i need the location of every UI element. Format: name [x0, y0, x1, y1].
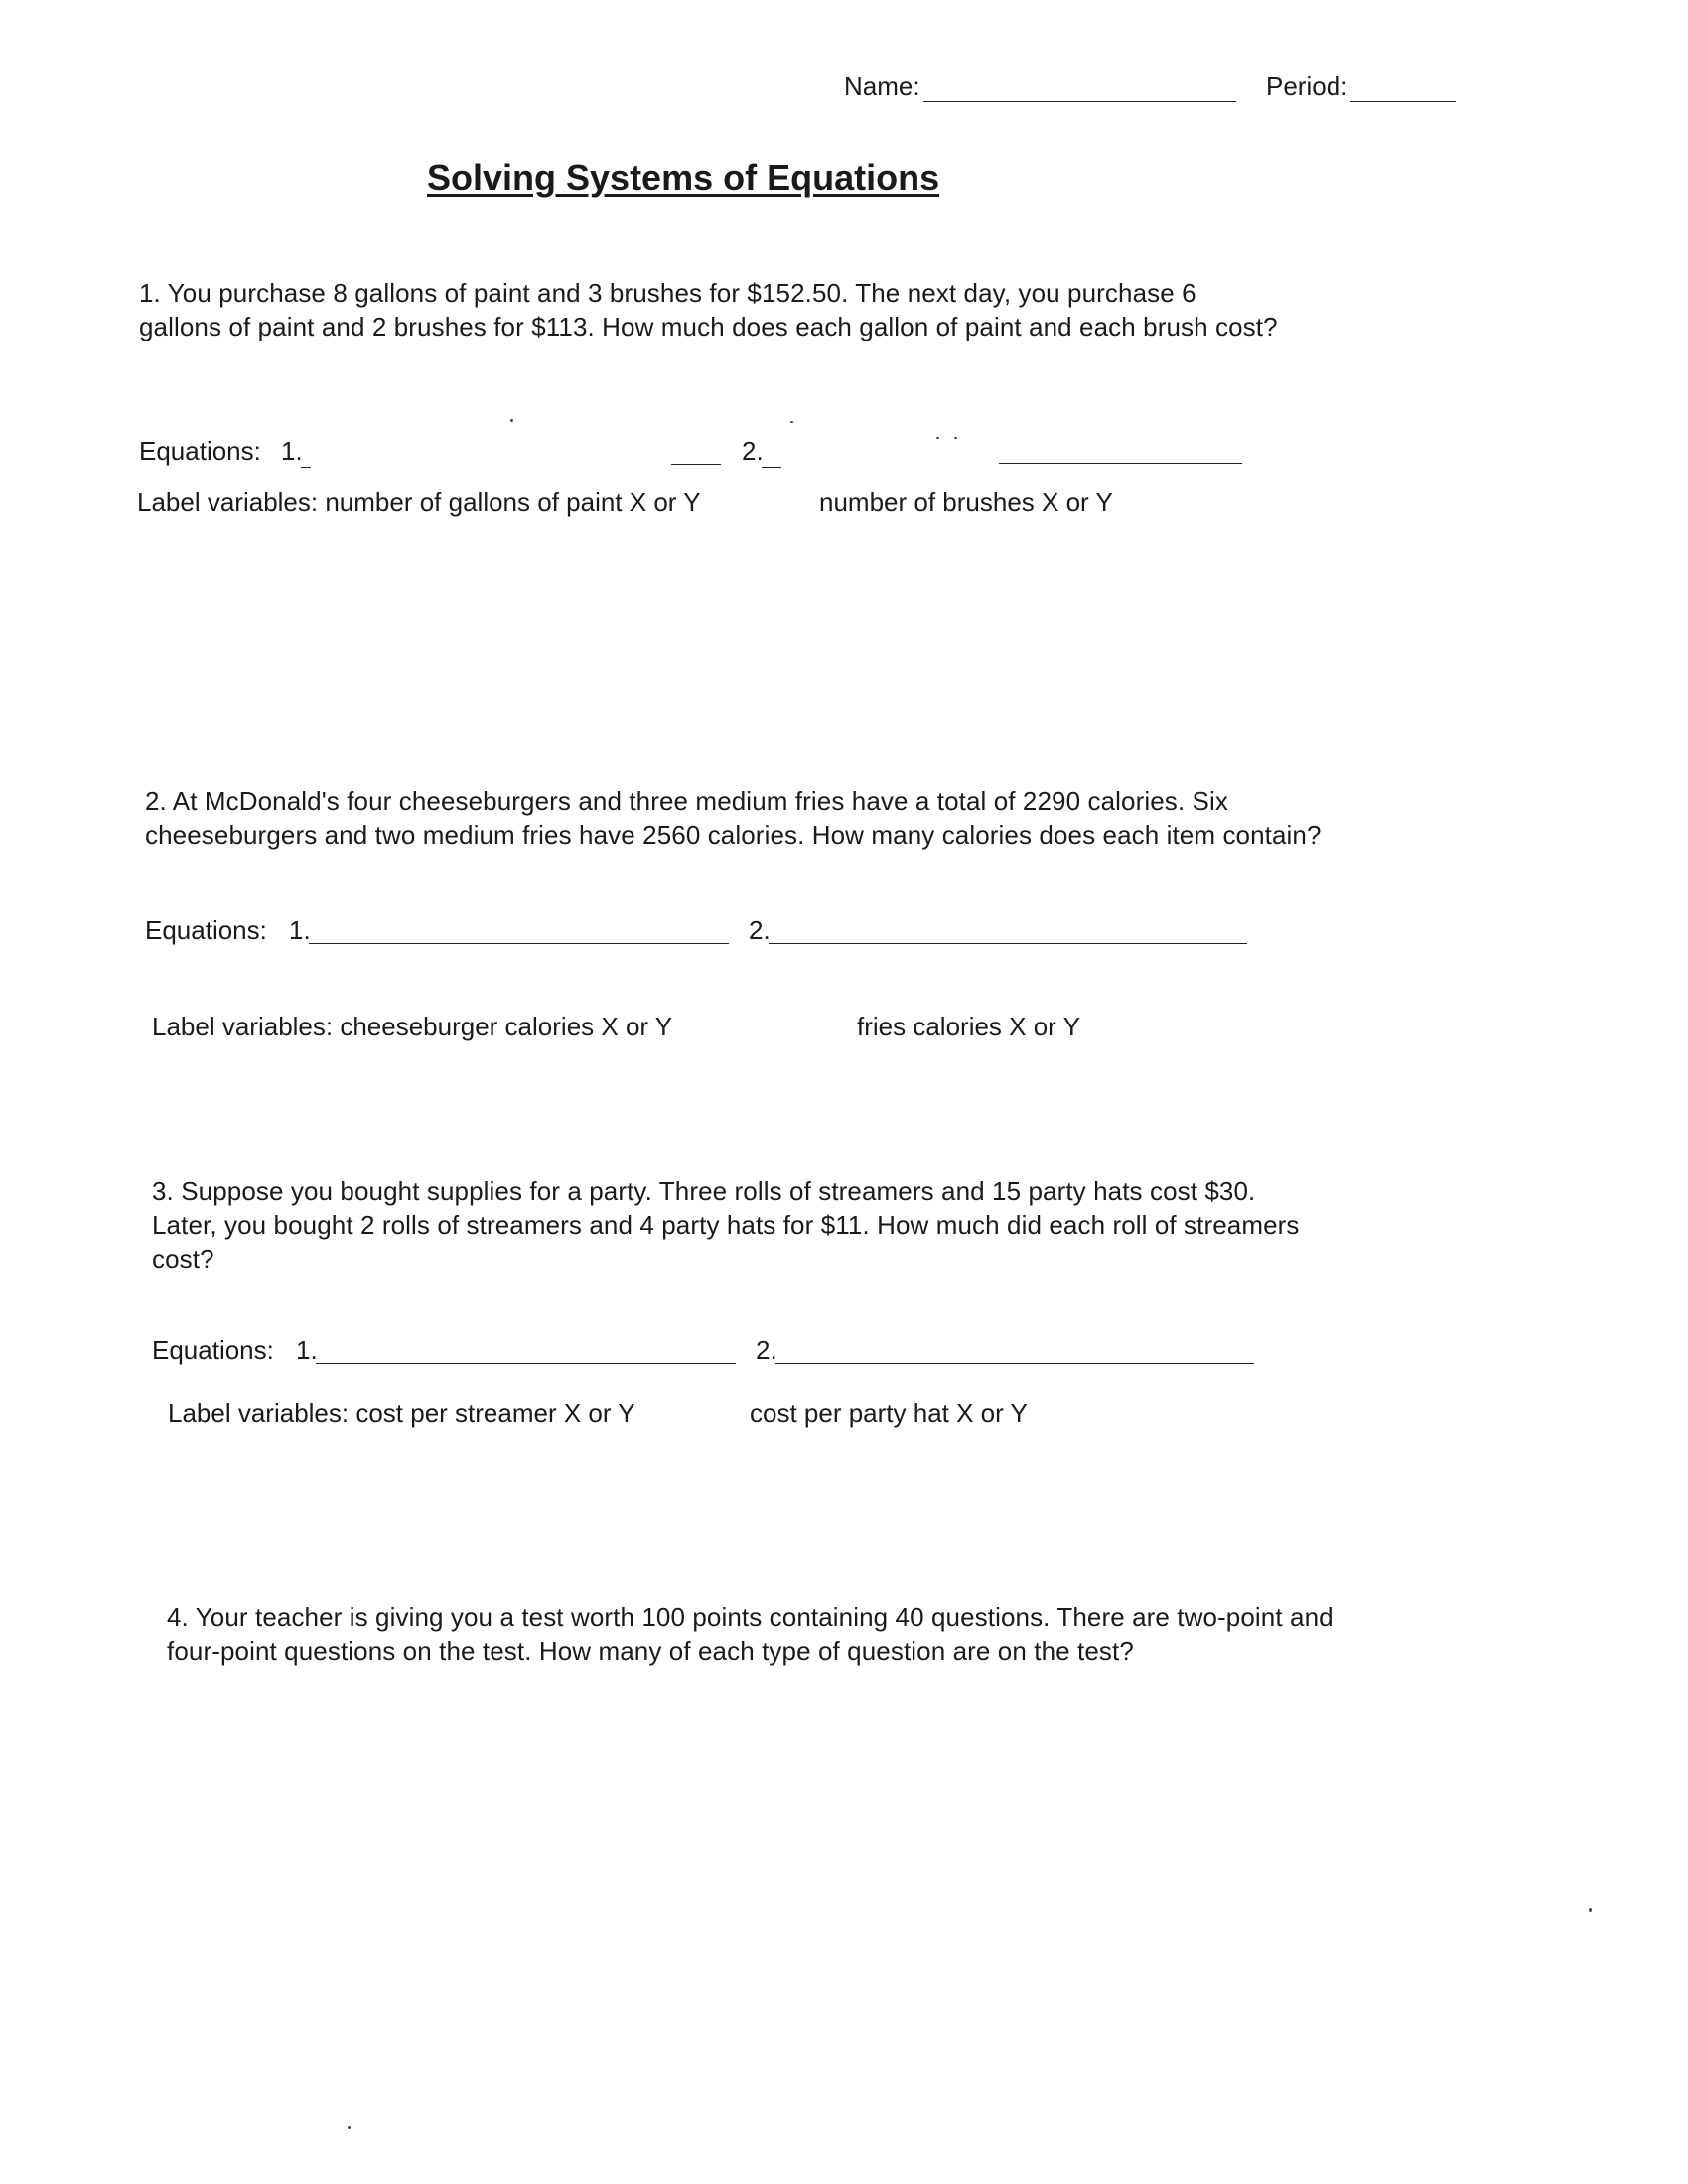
name-label: Name:: [844, 71, 920, 101]
scan-speck: [936, 437, 939, 439]
problem-1-eq1-number: 1.: [281, 436, 303, 466]
problem-2-equation-1-field[interactable]: [309, 943, 729, 944]
name-field[interactable]: [923, 101, 1236, 102]
problem-4-text: 4. Your teacher is giving you a test worth 100 points containing 40 questions. There are two-point and four-point questions on the test. How many of each type of question are on the test?: [167, 1602, 1334, 1666]
problem-2-eq1-number: 1.: [289, 915, 311, 945]
problem-1-label-variables-2: number of brushes X or Y: [819, 487, 1113, 517]
scan-speck: [1589, 1908, 1592, 1912]
problem-3-text: 3. Suppose you bought supplies for a party. Three rolls of streamers and 15 party hats cost $30. Later, you bought 2 rolls of streamers and 4 party hats for $11. How much did each roll of streamers cost?: [152, 1176, 1300, 1274]
page-title: Solving Systems of Equations: [427, 157, 940, 198]
period-label: Period:: [1266, 71, 1348, 101]
problem-1-eq2-number: 2.: [742, 436, 764, 466]
problem-1-equation-1-tail: [671, 464, 721, 465]
scan-speck: [954, 437, 957, 439]
problem-1-equation-2-tail: [999, 463, 1242, 464]
problem-1-equations-label: Equations:: [139, 436, 261, 466]
problem-3-label-variables-1: Label variables: cost per streamer X or Y: [168, 1398, 635, 1428]
problem-3-equation-1-field[interactable]: [316, 1363, 736, 1364]
problem-1-equation-1-field[interactable]: [301, 467, 311, 468]
problem-3-equations-label: Equations:: [152, 1335, 274, 1365]
problem-3-equation-2-field[interactable]: [775, 1363, 1254, 1364]
problem-2-label-variables-1: Label variables: cheeseburger calories X or Y: [152, 1012, 673, 1041]
problem-1-text: 1. You purchase 8 gallons of paint and 3 brushes for $152.50. The next day, you purchase 6 gallons of paint and 2 brushes for $113. How much does each gallon of paint and each brush cost?: [139, 278, 1278, 341]
problem-3-label-variables-2: cost per party hat X or Y: [750, 1398, 1028, 1428]
problem-2-eq2-number: 2.: [749, 915, 771, 945]
problem-2-label-variables-2: fries calories X or Y: [857, 1012, 1080, 1041]
problem-1-equation-2-field[interactable]: [762, 467, 781, 468]
problem-1-label-variables-1: Label variables: number of gallons of paint X or Y: [137, 487, 701, 517]
problem-2-text: 2. At McDonald's four cheeseburgers and three medium fries have a total of 2290 calories. Six cheeseburgers and two medium fries have 2560 calories. How many calories does each item contain?: [145, 786, 1322, 850]
problem-2-equations-label: Equations:: [145, 915, 267, 945]
scan-speck: [510, 419, 513, 422]
problem-2-equation-2-field[interactable]: [769, 943, 1247, 944]
problem-3-eq1-number: 1.: [296, 1335, 318, 1365]
scan-speck: [790, 421, 793, 423]
problem-3-eq2-number: 2.: [756, 1335, 777, 1365]
scan-speck: [348, 2126, 351, 2129]
period-field[interactable]: [1350, 101, 1456, 102]
